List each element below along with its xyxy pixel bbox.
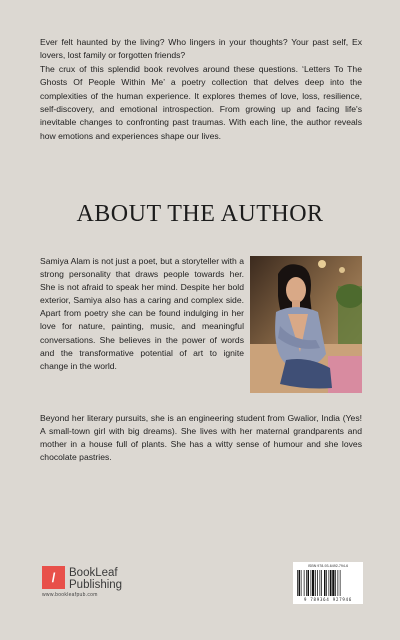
author-bio-top: Samiya Alam is not just a poet, but a storyteller with a strong personality that draws people towards her. She is not afraid to speak her mind. Despite her bold exterior, Samiya also has a caring and complex side. Apart from poetry she can be found indulging in her love for nature, painting, music, and meaningful conversations. She believes in the power of words and the transformative potential of art to ignite change in the world. <box>40 256 244 371</box>
bookleaf-logo[interactable] <box>42 566 152 600</box>
isbn-label: ISBN 978-93-6492-794-6 <box>307 564 349 568</box>
author-photo-illustration <box>250 256 362 393</box>
isbn-barcode <box>293 562 363 604</box>
blurb-paragraph-1: Ever felt haunted by the living? Who lingers in your thoughts? Your past self, Ex lovers, lost family or forgotten friends? <box>40 37 362 61</box>
publisher-name <box>69 567 122 591</box>
back-cover-blurb <box>40 36 362 143</box>
blurb-paragraph-2: The crux of this splendid book revolves around these questions. ‘Letters To The Ghosts Of People Within Me’ a poetry collection that delves deep into the complexities of the human experience. It explores themes of love, loss, resilience, self-discovery, and emotional introspection. From growing up and facing life's inevitable changes to confronting past traumas. With each line, the author reveals how emotions and experiences shape our lives. <box>40 63 362 141</box>
publisher-name-line-1: BookLeaf <box>69 567 118 579</box>
author-portrait-photo <box>250 256 362 393</box>
publisher-url[interactable]: www.bookleafpub.com <box>42 592 98 598</box>
publisher-name-line-2: Publishing <box>69 579 123 591</box>
bookleaf-logo-icon: / <box>42 566 65 589</box>
barcode-digits: 9 789364 927946 <box>303 597 353 602</box>
author-bio-bottom: Beyond her literary pursuits, she is an engineering student from Gwalior, India (Yes! A small-town girl with big dreams). She lives with her maternal grandparents and mother in a house full of plants. She has a witty sense of humour and she loves chocolate pastries. <box>40 413 362 463</box>
about-the-author-heading: ABOUT THE AUTHOR <box>76 201 324 227</box>
